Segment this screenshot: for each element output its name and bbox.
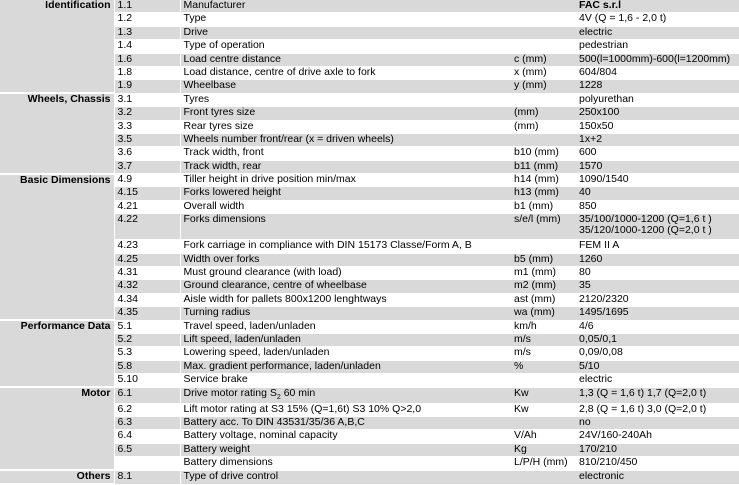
- row-description: [180, 387, 511, 403]
- row-value: 600: [576, 147, 739, 160]
- row-number: 3.1: [114, 93, 180, 106]
- row-description: Width over forks: [180, 253, 511, 266]
- row-description: Lowering speed, laden/unladen: [180, 347, 511, 360]
- row-unit: (mm): [511, 107, 576, 120]
- row-unit: b5 (mm): [511, 253, 576, 266]
- row-value: FEM II A: [576, 240, 739, 253]
- row-value: 604/804: [576, 66, 739, 79]
- row-number: [114, 457, 180, 470]
- row-number: 4.35: [114, 307, 180, 320]
- row-unit: m/s: [511, 347, 576, 360]
- section-label: Others: [0, 470, 114, 484]
- row-unit: c (mm): [511, 53, 576, 66]
- row-value: polyurethan: [576, 93, 739, 106]
- row-value: electric: [576, 26, 739, 39]
- row-description-tail: 60 min: [280, 387, 316, 399]
- row-description: Wheelbase: [180, 80, 511, 93]
- row-value: 5/10: [576, 360, 739, 373]
- row-value: 810/210/450: [576, 457, 739, 470]
- row-description: Track width, front: [180, 147, 511, 160]
- row-unit: m/s: [511, 333, 576, 346]
- row-value: 2120/2320: [576, 293, 739, 306]
- row-unit: %: [511, 360, 576, 373]
- row-unit: [511, 470, 576, 484]
- row-unit: [511, 240, 576, 253]
- row-value: no: [576, 417, 739, 430]
- row-number: 5.1: [114, 320, 180, 333]
- row-description: Forks dimensions: [180, 214, 511, 240]
- table-row: [0, 174, 739, 187]
- row-number: 4.21: [114, 200, 180, 213]
- row-unit: [511, 0, 576, 13]
- row-value: 1570: [576, 160, 739, 173]
- row-description: Forks lowered height: [180, 187, 511, 200]
- row-unit: Kw: [511, 403, 576, 416]
- row-value: [576, 214, 739, 240]
- row-number: 1.4: [114, 40, 180, 53]
- row-value: electric: [576, 374, 739, 387]
- row-number: 5.3: [114, 347, 180, 360]
- row-value: 0,05/0,1: [576, 333, 739, 346]
- row-description-subscript: 2: [276, 393, 281, 401]
- section-label: Basic Dimensions: [0, 174, 114, 321]
- table-row: [0, 387, 739, 403]
- row-unit: [511, 133, 576, 146]
- row-description: Tyres: [180, 93, 511, 106]
- row-unit: b10 (mm): [511, 147, 576, 160]
- row-number: 6.1: [114, 387, 180, 403]
- row-value: pedestrian: [576, 40, 739, 53]
- row-description: Battery dimensions: [180, 457, 511, 470]
- row-unit: h13 (mm): [511, 187, 576, 200]
- row-description: Rear tyres size: [180, 120, 511, 133]
- row-value: electronic: [576, 470, 739, 484]
- table-row: [0, 93, 739, 106]
- section-label: Performance Data: [0, 320, 114, 387]
- row-number: 6.3: [114, 417, 180, 430]
- row-description: Front tyres size: [180, 107, 511, 120]
- row-number: 6.4: [114, 430, 180, 443]
- row-unit: m2 (mm): [511, 280, 576, 293]
- section-label: Wheels, Chassis: [0, 93, 114, 173]
- row-value: 1,3 (Q = 1,6 t) 1,7 (Q=2,0 t): [576, 387, 739, 403]
- row-unit: b11 (mm): [511, 160, 576, 173]
- table-row: [0, 0, 739, 13]
- row-value: 1228: [576, 80, 739, 93]
- row-value: 250x100: [576, 107, 739, 120]
- row-value: 1090/1540: [576, 174, 739, 187]
- row-number: 8.1: [114, 470, 180, 484]
- row-description: Type of operation: [180, 40, 511, 53]
- row-unit: [511, 26, 576, 39]
- row-unit: [511, 13, 576, 26]
- row-description: Battery voltage, nominal capacity: [180, 430, 511, 443]
- row-unit: km/h: [511, 320, 576, 333]
- row-unit: m1 (mm): [511, 267, 576, 280]
- row-number: 4.25: [114, 253, 180, 266]
- row-description: Lift motor rating at S3 15% (Q=1,6t) S3 10% Q>2,0: [180, 403, 511, 416]
- row-number: 5.8: [114, 360, 180, 373]
- row-unit: wa (mm): [511, 307, 576, 320]
- row-description: Turning radius: [180, 307, 511, 320]
- row-number: 1.3: [114, 26, 180, 39]
- row-value: 1260: [576, 253, 739, 266]
- table-row: [0, 320, 739, 333]
- row-description: Wheels number front/rear (x = driven wheels): [180, 133, 511, 146]
- row-number: 4.31: [114, 267, 180, 280]
- row-description: Load distance, centre of drive axle to fork: [180, 66, 511, 79]
- row-value: 0,09/0,08: [576, 347, 739, 360]
- row-description: Fork carriage in compliance with DIN 15173 Classe/Form A, B: [180, 240, 511, 253]
- row-description: Aisle width for pallets 800x1200 lenghtways: [180, 293, 511, 306]
- row-description: Battery acc. To DIN 43531/35/36 A,B,C: [180, 417, 511, 430]
- row-unit: x (mm): [511, 66, 576, 79]
- row-description: Max. gradient performance, laden/unladen: [180, 360, 511, 373]
- row-description: Type of drive control: [180, 470, 511, 484]
- row-unit: [511, 374, 576, 387]
- row-description: Tiller height in drive position min/max: [180, 174, 511, 187]
- row-number: 1.2: [114, 13, 180, 26]
- row-unit: [511, 417, 576, 430]
- row-value: 1x+2: [576, 133, 739, 146]
- row-number: 4.34: [114, 293, 180, 306]
- row-number: 6.2: [114, 403, 180, 416]
- row-description: Lift speed, laden/unladen: [180, 333, 511, 346]
- row-number: 5.10: [114, 374, 180, 387]
- row-number: 3.7: [114, 160, 180, 173]
- row-description: Type: [180, 13, 511, 26]
- row-value: 24V/160-240Ah: [576, 430, 739, 443]
- row-number: 3.3: [114, 120, 180, 133]
- row-unit: h14 (mm): [511, 174, 576, 187]
- row-number: 1.6: [114, 53, 180, 66]
- row-value: 4/6: [576, 320, 739, 333]
- row-unit: s/e/l (mm): [511, 214, 576, 240]
- row-value: 80: [576, 267, 739, 280]
- row-description: Track width, rear: [180, 160, 511, 173]
- row-unit: Kg: [511, 443, 576, 456]
- row-number: 4.15: [114, 187, 180, 200]
- row-unit: [511, 40, 576, 53]
- table-row: [0, 470, 739, 484]
- row-number: 4.32: [114, 280, 180, 293]
- row-unit: V/Ah: [511, 430, 576, 443]
- row-number: 4.22: [114, 214, 180, 240]
- row-value: FAC s.r.l: [576, 0, 739, 13]
- row-unit: L/P/H (mm): [511, 457, 576, 470]
- row-description: Overall width: [180, 200, 511, 213]
- row-number: 1.1: [114, 0, 180, 13]
- row-description: Drive: [180, 26, 511, 39]
- row-description: Travel speed, laden/unladen: [180, 320, 511, 333]
- row-value: 40: [576, 187, 739, 200]
- row-description: Battery weight: [180, 443, 511, 456]
- row-number: 1.9: [114, 80, 180, 93]
- row-number: 5.2: [114, 333, 180, 346]
- row-number: 3.5: [114, 133, 180, 146]
- row-value: 170/210: [576, 443, 739, 456]
- row-value: 4V (Q = 1,6 - 2,0 t): [576, 13, 739, 26]
- section-label: Motor: [0, 387, 114, 470]
- row-unit: [511, 93, 576, 106]
- row-value: 2,8 (Q = 1,6 t) 3,0 (Q=2,0 t): [576, 403, 739, 416]
- row-value: 150x50: [576, 120, 739, 133]
- row-value: 500(l=1000mm)-600(l=1200mm): [576, 53, 739, 66]
- row-description: Ground clearance, centre of wheelbase: [180, 280, 511, 293]
- row-description: Load centre distance: [180, 53, 511, 66]
- row-number: 1.8: [114, 66, 180, 79]
- row-value-line: 35/100/1000-1200 (Q=1,6 t ): [579, 213, 712, 226]
- row-description: Service brake: [180, 374, 511, 387]
- row-value-line: 35/120/1000-1200 (Q=2,0 t ): [579, 224, 712, 237]
- row-number: 4.9: [114, 174, 180, 187]
- row-unit: Kw: [511, 387, 576, 403]
- row-unit: b1 (mm): [511, 200, 576, 213]
- row-description-text: Drive motor rating S: [183, 387, 277, 399]
- row-number: 3.2: [114, 107, 180, 120]
- row-number: 4.23: [114, 240, 180, 253]
- row-unit: ast (mm): [511, 293, 576, 306]
- row-number: 6.5: [114, 443, 180, 456]
- row-number: 3.6: [114, 147, 180, 160]
- row-unit: (mm): [511, 120, 576, 133]
- row-value: 35: [576, 280, 739, 293]
- row-unit: y (mm): [511, 80, 576, 93]
- row-description: Must ground clearance (with load): [180, 267, 511, 280]
- row-description: Manufacturer: [180, 0, 511, 13]
- row-value: 850: [576, 200, 739, 213]
- section-label: Identification: [0, 0, 114, 93]
- row-value: 1495/1695: [576, 307, 739, 320]
